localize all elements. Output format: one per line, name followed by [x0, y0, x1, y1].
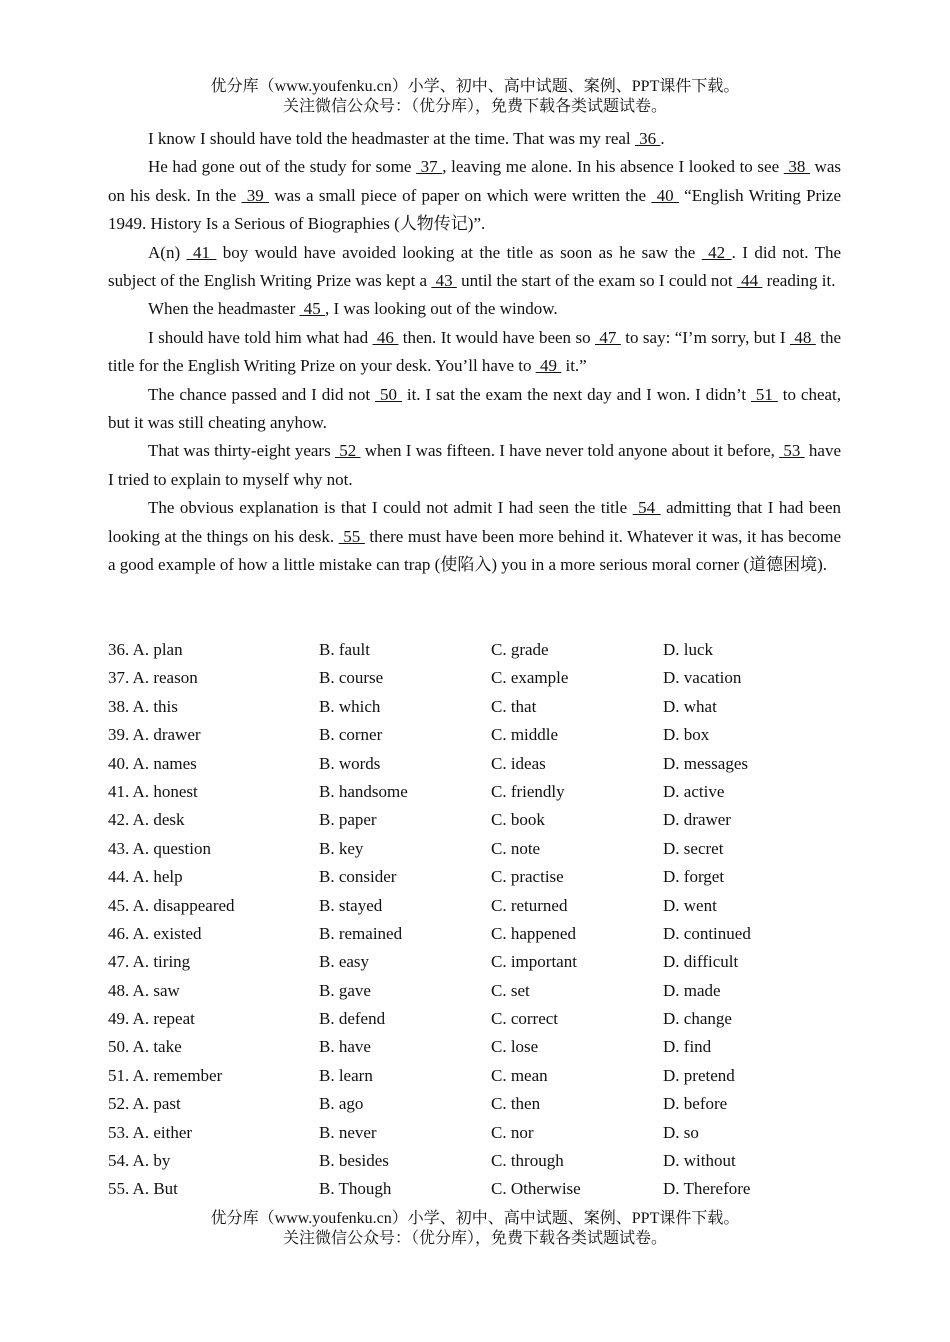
blank-51: 51 [750, 384, 778, 404]
option-d: D. Therefore [663, 1179, 751, 1199]
option-a: 38. A. this [108, 696, 178, 716]
passage-text: . I did not. The subject of the English Writing Prize was kept a [108, 242, 841, 291]
passage-text: to say: “I’m sorry, but I [620, 327, 790, 347]
option-c: C. Otherwise [491, 1179, 581, 1199]
paragraph-2 [108, 153, 841, 238]
blank-42: 42 [701, 242, 732, 262]
option-c: C. friendly [491, 781, 565, 801]
option-b: B. Though [319, 1179, 392, 1199]
option-c: C. mean [491, 1065, 548, 1085]
option-c: C. then [491, 1094, 541, 1114]
passage-text: then. It would have been so [398, 327, 596, 347]
option-c: C. practise [491, 867, 564, 887]
option-c: C. example [491, 668, 569, 688]
blank-50: 50 [375, 384, 402, 404]
blank-55: 55 [338, 526, 365, 546]
passage-text: . [660, 129, 665, 148]
passage-text: the title for the English Writing Prize on your desk. You’ll have to [108, 327, 842, 376]
paragraph-6 [108, 381, 841, 438]
option-c: C. lose [491, 1037, 539, 1057]
blank-54: 54 [632, 498, 661, 518]
option-b: B. words [319, 753, 381, 773]
passage-text: there must have been more behind it. Whatever it was, it has become a good example of how a little mistake can trap (使陷入) you in a more serious moral corner (道德困境). [108, 526, 842, 575]
passage-text: boy would have avoided looking at the title as soon as he saw the [216, 242, 702, 262]
passage-text: have I tried to explain to myself why not. [108, 441, 841, 489]
passage-text: The chance passed and I did not [148, 384, 376, 404]
passage-text: until the start of the exam so I could not [456, 271, 737, 291]
option-a: 48. A. saw [108, 980, 180, 1000]
passage-text: He had gone out of the study for some [148, 157, 417, 177]
option-b: B. which [319, 696, 381, 716]
blank-44: 44 [736, 271, 763, 291]
blank-48: 48 [789, 327, 816, 347]
page-header [0, 77, 950, 117]
option-d: D. what [663, 696, 717, 716]
option-b: B. learn [319, 1065, 373, 1085]
option-b: B. defend [319, 1009, 386, 1029]
option-b: B. corner [319, 725, 383, 745]
footer-line-1: 优分库（www.youfenku.cn）小学、初中、高中试题、案例、PPT课件下载。 [210, 1210, 740, 1227]
option-row [108, 892, 841, 920]
option-d: D. made [663, 980, 721, 1000]
passage-text: , I was looking out of the window. [325, 299, 558, 319]
option-a: 39. A. drawer [108, 725, 201, 745]
passage-text: The obvious explanation is that I could not admit I had seen the title [148, 498, 633, 518]
option-b: B. handsome [319, 781, 408, 801]
blank-39: 39 [241, 185, 270, 205]
option-b: B. course [319, 668, 384, 688]
option-d: D. messages [663, 753, 748, 773]
passage-text: A(n) [148, 242, 187, 262]
option-d: D. secret [663, 838, 724, 858]
page-footer [0, 1209, 950, 1249]
option-a: 42. A. desk [108, 810, 185, 830]
paragraph-1 [108, 125, 841, 153]
option-b: B. have [319, 1037, 371, 1057]
blank-36: 36 [634, 129, 661, 148]
blank-45: 45 [299, 299, 326, 319]
footer-line-2: 关注微信公众号：（优分库），免费下载各类试题试卷。 [282, 1230, 667, 1247]
option-c: C. happened [491, 923, 576, 943]
option-c: C. nor [491, 1122, 534, 1142]
option-a: 37. A. reason [108, 668, 198, 688]
passage-text: admitting that I had been looking at the things on his desk. [108, 498, 841, 546]
option-c: C. grade [491, 640, 549, 659]
paragraph-4 [108, 295, 841, 323]
option-b: B. paper [319, 810, 377, 830]
option-row [108, 920, 841, 948]
blank-47: 47 [595, 327, 621, 347]
option-d: D. difficult [663, 952, 739, 972]
option-b: B. besides [319, 1151, 389, 1171]
option-b: B. never [319, 1122, 377, 1142]
blank-49: 49 [535, 356, 562, 376]
passage-text: it.” [561, 356, 587, 376]
option-c: C. ideas [491, 753, 546, 773]
option-a: 47. A. tiring [108, 952, 191, 972]
option-row [108, 693, 841, 721]
option-row [108, 750, 841, 778]
option-a: 43. A. question [108, 838, 211, 858]
header-line-2: 关注微信公众号：（优分库），免费下载各类试题试卷。 [282, 98, 667, 115]
option-b: B. remained [319, 923, 403, 943]
paragraph-3 [108, 239, 841, 296]
option-row [108, 977, 841, 1005]
option-c: C. through [491, 1151, 564, 1171]
option-c: C. note [491, 838, 541, 858]
option-row [108, 863, 841, 891]
option-c: C. correct [491, 1009, 559, 1029]
answer-options [108, 636, 841, 1204]
passage-text: , leaving me alone. In his absence I looked to see [442, 157, 784, 177]
passage-text: it. I sat the exam the next day and I won. I didn’t [401, 384, 751, 404]
option-d: D. before [663, 1094, 728, 1114]
option-c: C. set [491, 980, 530, 1000]
header-line-1: 优分库（www.youfenku.cn）小学、初中、高中试题、案例、PPT课件下载。 [210, 78, 740, 95]
option-b: B. easy [319, 952, 370, 972]
option-row [108, 835, 841, 863]
passage-text: was a small piece of paper on which were written the [269, 185, 652, 205]
option-row [108, 778, 841, 806]
passage-text: I should have told him what had [148, 327, 373, 347]
blank-53: 53 [779, 441, 805, 461]
option-b: B. key [319, 838, 364, 858]
option-d: D. forget [663, 867, 725, 887]
option-a: 44. A. help [108, 867, 183, 887]
option-row [108, 948, 841, 976]
blank-38: 38 [783, 157, 810, 177]
option-row [108, 1119, 841, 1147]
passage-text: was on his desk. In the [108, 157, 841, 205]
passage-text: when I was fifteen. I have never told anyone about it before, [360, 441, 780, 461]
blank-41: 41 [186, 242, 217, 262]
option-d: D. continued [663, 923, 751, 943]
option-a: 36. A. plan [108, 640, 183, 659]
option-c: C. that [491, 696, 537, 716]
option-row [108, 1062, 841, 1090]
option-d: D. box [663, 725, 710, 745]
option-a: 40. A. names [108, 753, 197, 773]
option-c: C. middle [491, 725, 559, 745]
option-a: 50. A. take [108, 1037, 182, 1057]
option-a: 49. A. repeat [108, 1009, 195, 1029]
option-b: B. fault [319, 640, 370, 659]
option-a: 52. A. past [108, 1094, 181, 1114]
option-d: D. find [663, 1037, 712, 1057]
option-d: D. vacation [663, 668, 742, 688]
cloze-passage [108, 125, 841, 580]
option-a: 46. A. existed [108, 923, 202, 943]
passage-text: reading it. [762, 271, 836, 291]
option-a: 54. A. by [108, 1151, 171, 1171]
option-a: 41. A. honest [108, 781, 198, 801]
passage-text: That was thirty-eight years [148, 441, 335, 461]
option-c: C. important [491, 952, 577, 972]
option-row [108, 1033, 841, 1061]
option-a: 51. A. remember [108, 1065, 223, 1085]
option-d: D. so [663, 1122, 699, 1142]
option-b: B. ago [319, 1094, 364, 1114]
option-row [108, 806, 841, 834]
option-d: D. pretend [663, 1065, 735, 1085]
option-row [108, 721, 841, 749]
option-b: B. gave [319, 980, 371, 1000]
paragraph-5 [108, 324, 841, 381]
option-d: D. luck [663, 640, 714, 659]
option-c: C. returned [491, 895, 568, 915]
passage-text: I know I should have told the headmaster at the time. That was my real [148, 129, 635, 148]
option-d: D. went [663, 895, 717, 915]
blank-46: 46 [372, 327, 399, 347]
option-row [108, 1147, 841, 1175]
passage-text: “English Writing Prize 1949. History Is a Serious of Biographies (人物传记)”. [108, 185, 842, 234]
passage-text: to cheat, but it was still cheating anyhow. [108, 384, 842, 433]
blank-37: 37 [416, 157, 443, 177]
option-d: D. active [663, 781, 725, 801]
option-row [108, 1175, 841, 1203]
option-b: B. stayed [319, 895, 383, 915]
option-a: 53. A. either [108, 1122, 193, 1142]
option-d: D. drawer [663, 810, 731, 830]
option-row [108, 664, 841, 692]
blank-40: 40 [651, 185, 679, 205]
option-row [108, 1090, 841, 1118]
option-a: 55. A. But [108, 1179, 178, 1199]
passage-text: When the headmaster [148, 299, 300, 319]
option-d: D. change [663, 1009, 732, 1029]
blank-52: 52 [334, 441, 361, 461]
blank-43: 43 [431, 271, 457, 291]
option-d: D. without [663, 1151, 736, 1171]
option-row [108, 1005, 841, 1033]
option-a: 45. A. disappeared [108, 895, 235, 915]
option-row [108, 636, 841, 664]
option-c: C. book [491, 810, 545, 830]
paragraph-8 [108, 494, 841, 579]
option-b: B. consider [319, 867, 397, 887]
paragraph-7 [108, 437, 841, 494]
